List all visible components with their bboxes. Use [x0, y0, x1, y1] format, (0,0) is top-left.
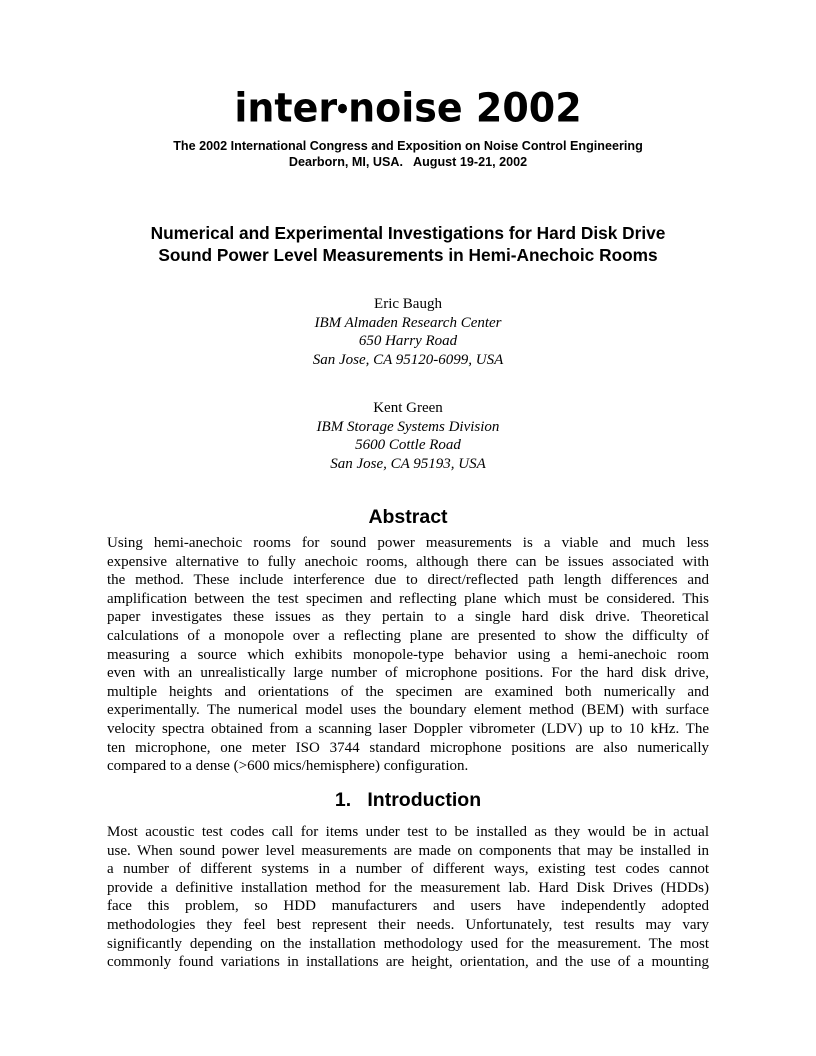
abstract-line: the method. These include interference due to direct/reflected path length differences and [107, 572, 709, 589]
abstract-line: amplification between the test specimen and reflecting plane which must be considered. This [107, 590, 709, 607]
introduction-line: commonly found variations in installations are height, orientation, and the use of a mounting [107, 954, 709, 971]
introduction-body [107, 823, 709, 972]
abstract-line: experimentally. The numerical model uses the boundary element method (BEM) with surface [107, 702, 709, 719]
introduction-line: provide a definitive installation method for the measurement lab. Hard Disk Drives (HDDs) [107, 879, 709, 896]
abstract-line: measuring a source which exhibits monopole-type behavior using a hemi-anechoic room [107, 646, 709, 663]
introduction-line: use. When sound power level measurements are made on components that may be installed in [107, 842, 709, 859]
author-street: 5600 Cottle Road [355, 437, 461, 453]
logo-year: 2002 [475, 84, 582, 132]
author-street: 650 Harry Road [358, 333, 458, 349]
logo-text-noise: noise [348, 84, 463, 132]
author-block-1 [0, 295, 816, 369]
abstract-line: compared to a dense (>600 mics/hemisphere) configuration. [107, 758, 469, 775]
author-city: San Jose, CA 95193, USA [330, 455, 486, 472]
abstract-line: velocity spectra obtained from a scanning laser Doppler vibrometer (LDV) up to 10 kHz. The [107, 720, 709, 737]
conference-location-date: Dearborn, MI, USA. August 19-21, 2002 [288, 155, 528, 169]
introduction-heading: 1. Introduction [334, 789, 482, 811]
author-block-2 [0, 399, 816, 473]
abstract-line: Using hemi-anechoic rooms for sound power measurements is a viable and much less [107, 535, 709, 551]
author-organization: IBM Almaden Research Center [314, 314, 502, 331]
abstract-line: ten microphone, one meter ISO 3744 standard microphone positions are also numerically [107, 739, 709, 756]
author-name: Eric Baugh [374, 296, 442, 312]
paper-title-line-1: Numerical and Experimental Investigations for Hard Disk Drive [150, 223, 666, 243]
abstract-body [107, 534, 709, 776]
abstract-line: even with an unrealistically large number of microphone positions. For the hard disk drive, [107, 665, 709, 682]
introduction-line: a number of different systems in a number of different ways, existing test codes cannot [107, 861, 709, 878]
abstract-line: paper investigates these issues as they pertain to a single hard disk drive. Theoretical [107, 609, 709, 626]
author-name: Kent Green [373, 400, 443, 416]
abstract-heading: Abstract [368, 506, 448, 528]
abstract-line: expensive alternative to fully anechoic rooms, although there can be issues associated with [107, 553, 709, 570]
author-organization: IBM Storage Systems Division [316, 418, 500, 435]
logo-text-inter: inter [234, 84, 338, 132]
introduction-line: face this problem, so HDD manufacturers and users have independently adopted [107, 898, 709, 915]
introduction-line: methodologies they feel best represent their needs. Unfortunately, test results may vary [107, 916, 709, 933]
logo-dot [338, 104, 347, 113]
introduction-line: significantly depending on the installation methodology used for the measurement. The most [107, 935, 709, 952]
abstract-line: calculations of a monopole over a reflecting plane are presented to show the difficulty of [107, 627, 709, 644]
conference-logo [0, 85, 816, 131]
introduction-line: Most acoustic test codes call for items under test to be installed as they would be in actual [107, 824, 709, 840]
paper-title-line-2: Sound Power Level Measurements in Hemi-Anechoic Rooms [158, 245, 658, 265]
abstract-line: multiple heights and orientations of the specimen are examined both numerically and [107, 683, 709, 700]
conference-name: The 2002 International Congress and Exposition on Noise Control Engineering [173, 139, 643, 153]
author-city: San Jose, CA 95120-6099, USA [312, 351, 504, 368]
